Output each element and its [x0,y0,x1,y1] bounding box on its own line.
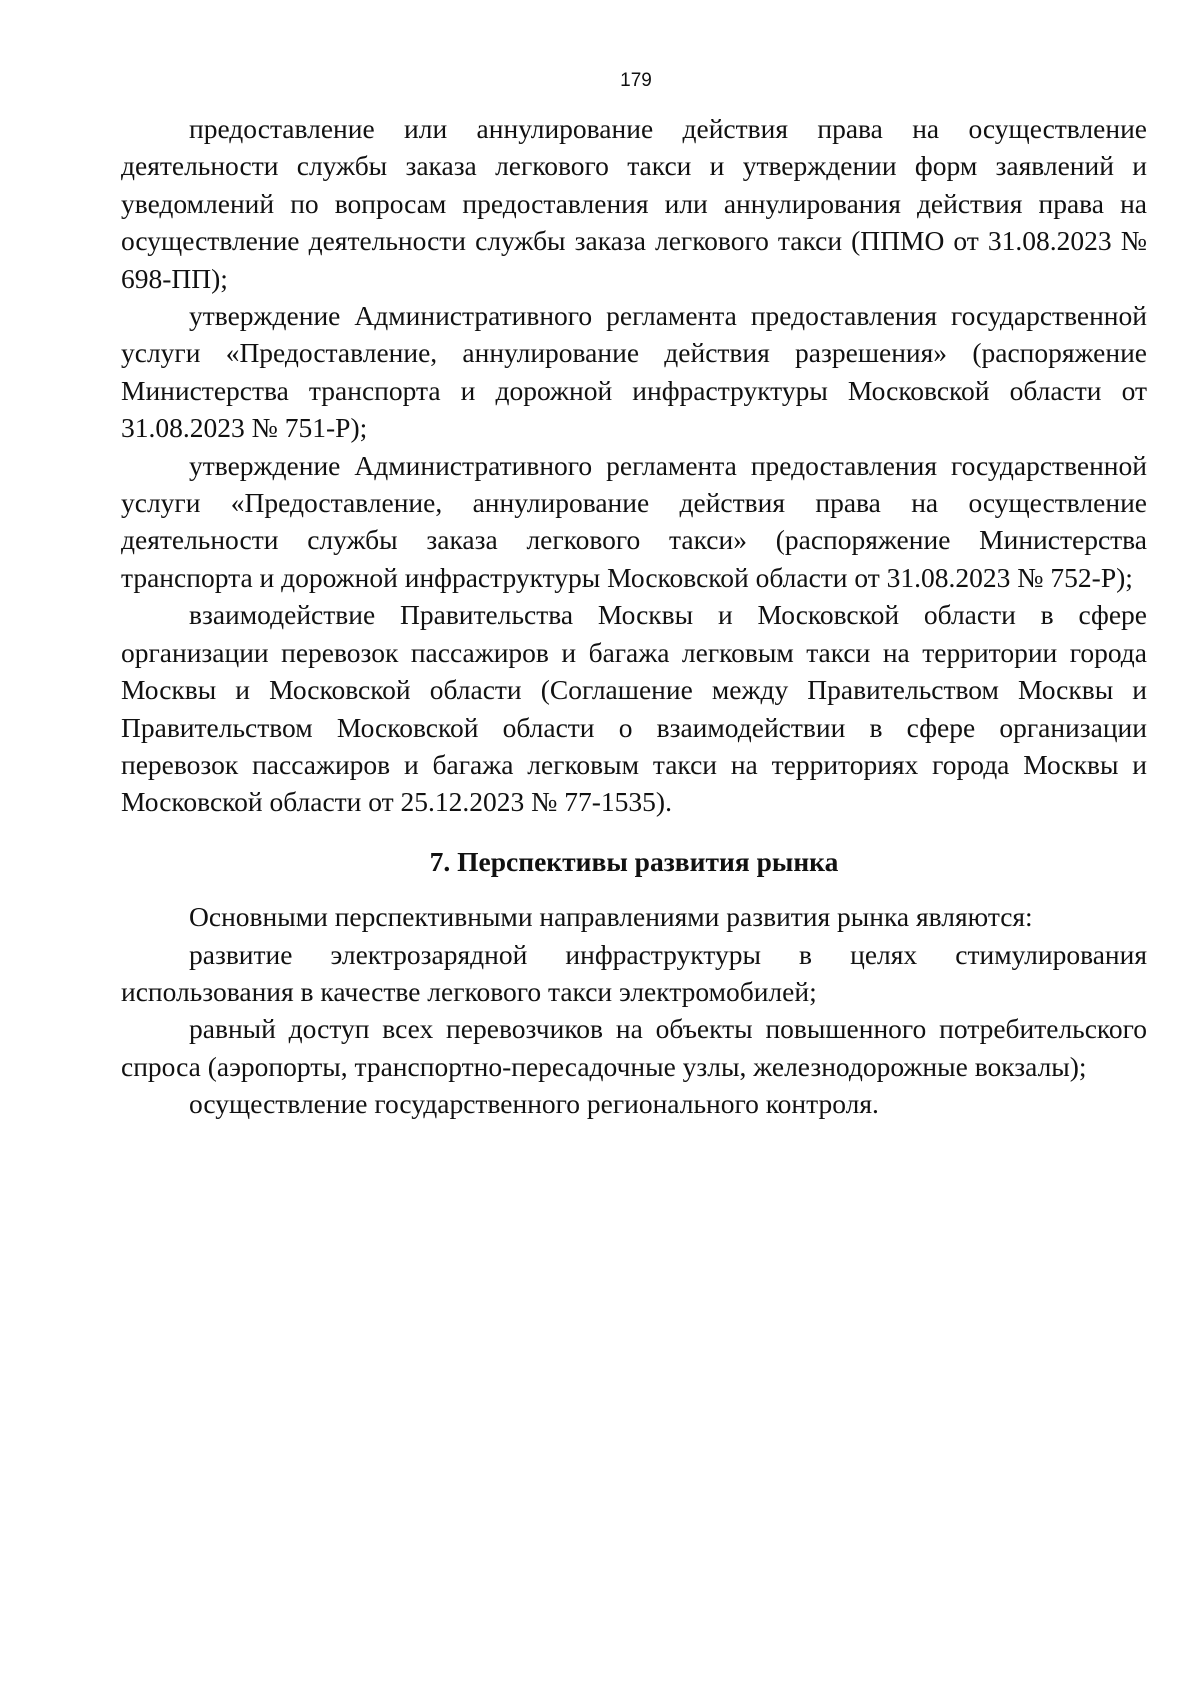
paragraph: утверждение Административного регламента предоставления государственной услуги «Предоставление, аннулирование действия права на осуществление деятельности службы заказа легкового такси» (распоряжение Министерства транспорта и дорожной инфраструктуры Московской области от 31.08.2023 № 752-Р); [121,449,1147,593]
paragraph: развитие электрозарядной инфраструктуры в целях стимулирования использования в качестве легкового такси электромобилей; [121,938,1147,1007]
paragraph: взаимодействие Правительства Москвы и Московской области в сфере организации перевозок пассажиров и багажа легковым такси на территории города Москвы и Московской области (Соглашение между Правительством Москвы и Правительством Московской области о взаимодействии в сфере организации перевозок пассажиров и багажа легковым такси на территориях города Москвы и Московской области от 25.12.2023 № 77-1535). [121,599,1147,818]
paragraph: утверждение Административного регламента предоставления государственной услуги «Предоставление, аннулирование действия разрешения» (распоряжение Министерства транспорта и дорожной инфраструктуры Московской области от 31.08.2023 № 751-Р); [121,300,1147,444]
section-heading: 7. Перспективы развития рынка [429,845,839,877]
page-number: 179 [620,70,652,91]
document-body [121,110,1147,1123]
paragraph: равный доступ всех перевозчиков на объекты повышенного потребительского спроса (аэропорты, транспортно-пересадочные узлы, железнодорожные вокзалы); [121,1013,1147,1082]
paragraph: предоставление или аннулирование действия права на осуществление деятельности службы заказа легкового такси и утверждении форм заявлений и уведомлений по вопросам предоставления или аннулирования действия права на осуществление деятельности службы заказа легкового такси (ППМО от 31.08.2023 № 698-ПП); [121,113,1147,294]
paragraph: осуществление государственного регионального контроля. [189,1088,879,1120]
paragraph: Основными перспективными направлениями развития рынка являются: [189,901,1033,933]
